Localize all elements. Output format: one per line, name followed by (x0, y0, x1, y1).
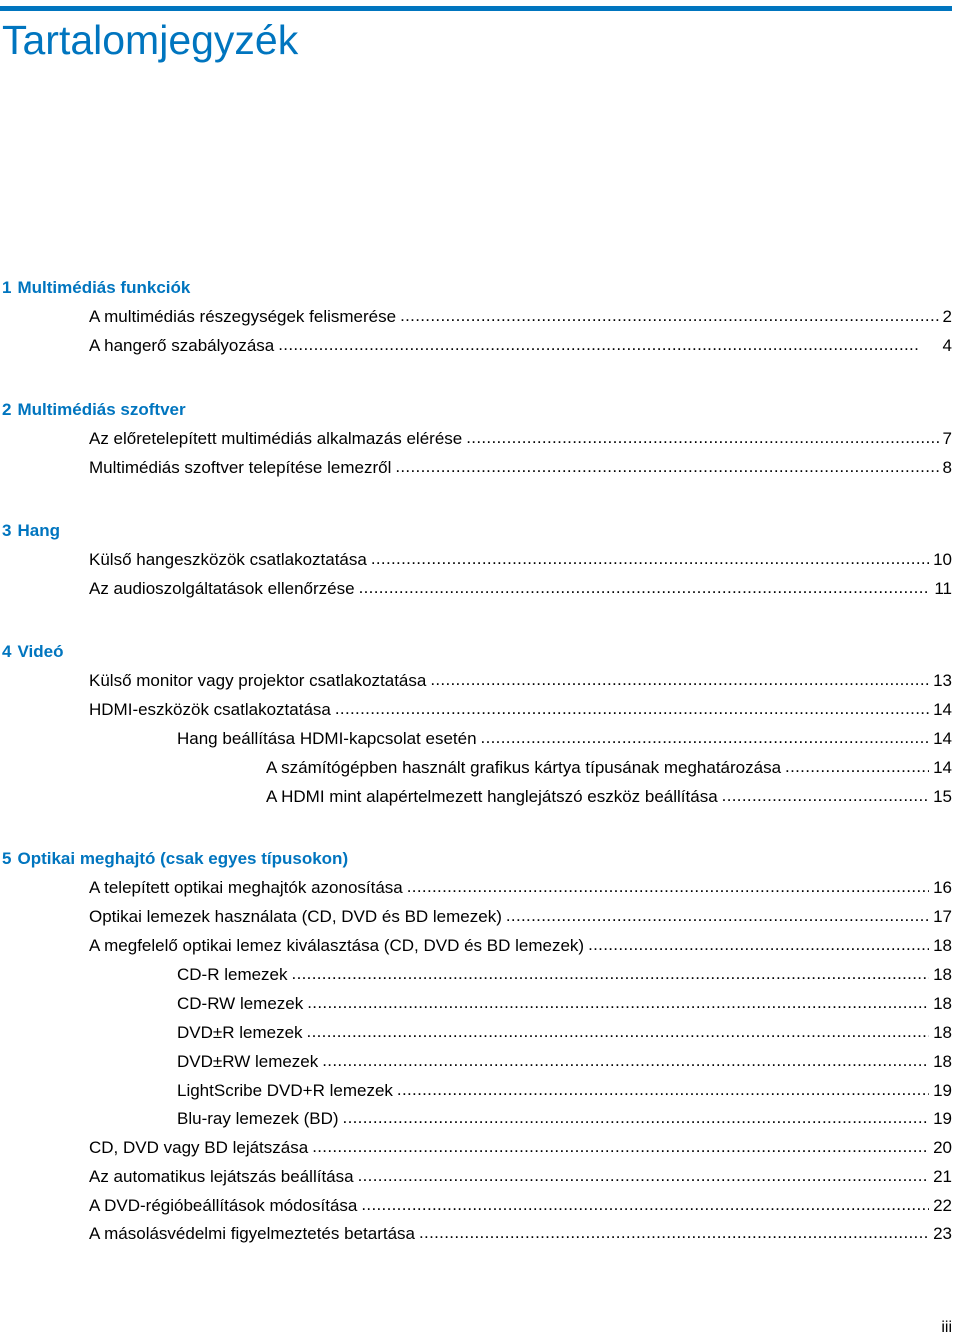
toc-entry[interactable] (177, 1076, 952, 1105)
toc-entry-page: 18 (933, 1023, 952, 1042)
toc-chapter-1[interactable] (2, 273, 190, 302)
toc-entry-text: Optikai lemezek használata (CD, DVD és BD lemezek) (89, 907, 502, 926)
toc-chapter-5[interactable] (2, 844, 348, 873)
toc-entry-text: A DVD-régióbeállítások módosítása (89, 1196, 358, 1215)
chapter-title: Multimédiás funkciók (17, 278, 191, 297)
dot-leader (307, 1017, 930, 1046)
toc-entry[interactable] (89, 931, 952, 960)
toc-entry-page: 18 (933, 936, 952, 955)
toc-entry[interactable] (89, 1162, 952, 1191)
dot-leader (722, 781, 929, 810)
toc-entry-page: 21 (933, 1167, 952, 1186)
chapter-title: Optikai meghajtó (csak egyes típusokon) (17, 849, 349, 868)
toc-chapter-4[interactable] (2, 637, 63, 666)
toc-entry-page: 15 (933, 787, 952, 806)
chapter-title: Videó (17, 642, 64, 661)
toc-entry-text: CD-RW lemezek (177, 994, 304, 1013)
dot-leader (359, 573, 931, 602)
toc-entry-text: Az automatikus lejátszás beállítása (89, 1167, 354, 1186)
toc-entry[interactable] (89, 1219, 952, 1248)
dot-leader (312, 1132, 929, 1161)
toc-entry-text: A számítógépben használt grafikus kártya típusának meghatározása (266, 758, 782, 777)
toc-entry[interactable] (89, 1133, 952, 1162)
toc-entry[interactable] (89, 873, 952, 902)
chapter-number: 3 (2, 521, 12, 540)
dot-leader (343, 1103, 930, 1132)
toc-entry-page: 14 (933, 700, 952, 719)
toc-chapter-2[interactable] (2, 395, 186, 424)
toc-entry[interactable] (89, 424, 952, 453)
toc-entry-text: A hangerő szabályozása (89, 336, 275, 355)
toc-entry-text: Külső hangeszközök csatlakoztatása (89, 550, 367, 569)
dot-leader (361, 1190, 929, 1219)
toc-entry-page: 23 (933, 1224, 952, 1243)
dot-leader (335, 694, 929, 723)
toc-entry[interactable] (177, 989, 952, 1018)
dot-leader (785, 752, 929, 781)
chapter-number: 5 (2, 849, 12, 868)
toc-entry-page: 7 (942, 429, 952, 448)
toc-entry-text: Hang beállítása HDMI-kapcsolat esetén (177, 729, 477, 748)
dot-leader (358, 1161, 929, 1190)
toc-entry-text: A HDMI mint alapértelmezett hanglejátszó eszköz beállítása (266, 787, 718, 806)
toc-entry-page: 8 (942, 458, 952, 477)
toc-entry-text: CD-R lemezek (177, 965, 288, 984)
toc-entry-text: Külső monitor vagy projektor csatlakoztatása (89, 671, 427, 690)
toc-entry-page: 2 (942, 307, 952, 326)
dot-leader (397, 1075, 929, 1104)
toc-entry-page: 14 (933, 729, 952, 748)
toc-entry[interactable] (266, 753, 952, 782)
toc-entry[interactable] (177, 1018, 952, 1047)
toc-entry-text: Az audioszolgáltatások ellenőrzése (89, 579, 355, 598)
toc-entry-text: A telepített optikai meghajtók azonosítása (89, 878, 403, 897)
toc-entry-page: 18 (933, 1052, 952, 1071)
dot-leader (407, 872, 929, 901)
toc-entry[interactable] (177, 1104, 952, 1133)
toc-entry[interactable] (177, 960, 952, 989)
dot-leader (588, 930, 929, 959)
toc-entry-page: 20 (933, 1138, 952, 1157)
dot-leader (371, 544, 929, 573)
toc-entry[interactable] (89, 902, 952, 931)
chapter-number: 2 (2, 400, 12, 419)
toc-entry-page: 16 (933, 878, 952, 897)
chapter-title: Multimédiás szoftver (17, 400, 186, 419)
toc-entry[interactable] (89, 666, 952, 695)
toc-entry-text: A multimédiás részegységek felismerése (89, 307, 397, 326)
dot-leader (400, 301, 938, 330)
toc-entry-text: DVD±R lemezek (177, 1023, 303, 1042)
toc-entry-text: A másolásvédelmi figyelmeztetés betartása (89, 1224, 415, 1243)
dot-leader (278, 330, 938, 359)
toc-entry[interactable] (266, 782, 952, 811)
page-title: Tartalomjegyzék (2, 17, 299, 63)
toc-entry[interactable] (177, 1047, 952, 1076)
toc-entry-text: A megfelelő optikai lemez kiválasztása (CD, DVD és BD lemezek) (89, 936, 585, 955)
toc-entry-text: Multimédiás szoftver telepítése lemezről (89, 458, 392, 477)
toc-entry-text: Blu-ray lemezek (BD) (177, 1109, 339, 1128)
toc-entry[interactable] (89, 1191, 952, 1220)
dot-leader (322, 1046, 929, 1075)
chapter-number: 1 (2, 278, 12, 297)
toc-entry[interactable] (89, 695, 952, 724)
toc-entry-page: 10 (933, 550, 952, 569)
dot-leader (430, 665, 929, 694)
toc-entry-text: LightScribe DVD+R lemezek (177, 1081, 393, 1100)
toc-entry-page: 19 (933, 1109, 952, 1128)
toc-entry-text: DVD±RW lemezek (177, 1052, 319, 1071)
chapter-number: 4 (2, 642, 12, 661)
dot-leader (481, 723, 930, 752)
toc-entry-page: 4 (942, 336, 952, 355)
toc-entry-page: 22 (933, 1196, 952, 1215)
toc-entry[interactable] (89, 453, 952, 482)
dot-leader (292, 959, 930, 988)
toc-entry-page: 18 (933, 994, 952, 1013)
toc-entry-page: 13 (933, 671, 952, 690)
toc-chapter-3[interactable] (2, 516, 60, 545)
toc-entry-text: Az előretelepített multimédiás alkalmazás elérése (89, 429, 463, 448)
dot-leader (395, 452, 938, 481)
toc-entry-page: 11 (934, 579, 952, 598)
toc-entry-page: 17 (933, 907, 952, 926)
dot-leader (506, 901, 929, 930)
dot-leader (307, 988, 929, 1017)
toc-entry[interactable] (89, 545, 952, 574)
toc-entry-text: HDMI-eszközök csatlakoztatása (89, 700, 331, 719)
toc-entry-page: 14 (933, 758, 952, 777)
dot-leader (466, 423, 938, 452)
toc-entry[interactable] (89, 574, 952, 603)
dot-leader (419, 1218, 929, 1247)
chapter-title: Hang (17, 521, 60, 540)
toc-entry-page: 19 (933, 1081, 952, 1100)
toc-entry[interactable] (89, 331, 952, 360)
toc-entry-page: 18 (933, 965, 952, 984)
toc-entry[interactable] (89, 302, 952, 331)
toc-entry[interactable] (177, 724, 952, 753)
page-number: iii (941, 1319, 952, 1336)
toc-entry-text: CD, DVD vagy BD lejátszása (89, 1138, 309, 1157)
